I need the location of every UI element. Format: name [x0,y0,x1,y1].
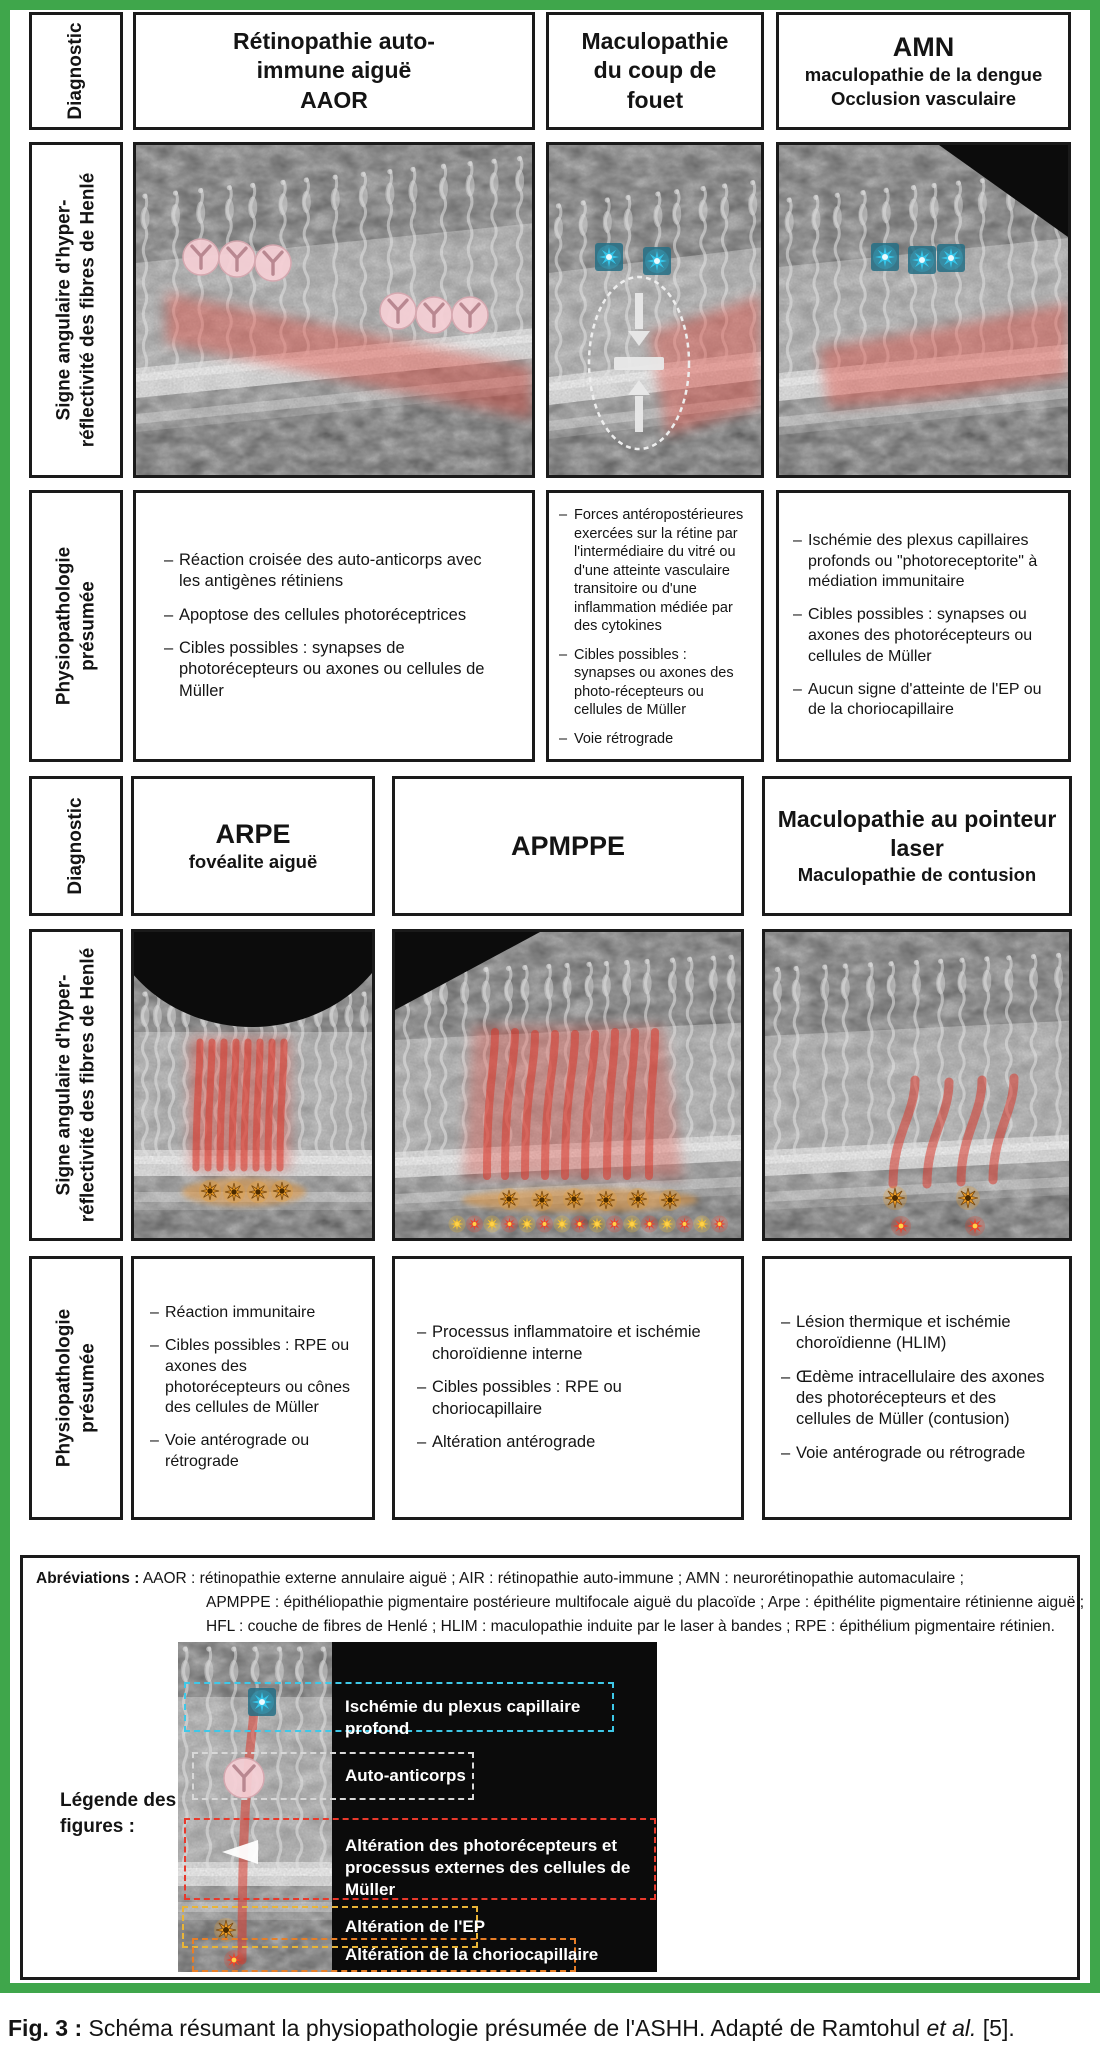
physio-box-apmppe [392,1256,744,1520]
physio-label2-line2: présumée [77,1343,98,1433]
oct-image-amn-svg [779,145,1068,475]
row-label-physio-1-text [52,547,100,705]
physio-aaor-item-2: – Apoptose des cellules photoréceptrices [164,605,504,626]
diagnosis-amn-acronym: AMN [892,31,955,62]
oct-image-apmppe [392,929,744,1241]
diagnosis-laser-sub1: Maculopathie de contusion [797,864,1037,886]
diagnosis-coup-de-fouet-title: Maculopathie du coup de fouet [581,27,729,113]
physio-arpe-item-3: – Voie antérograde ou rétrograde [150,1431,356,1473]
physio-aaor-item-1: – Réaction croisée des auto-anticorps avec les antigènes rétiniens [164,550,504,593]
physio-label2-line1: Physiopathologie [53,1308,75,1468]
physio-apmppe-item-3: – Altération antérograde [417,1432,719,1453]
abbreviations-line3: HFL : couche de fibres de Henlé ; HLIM : maculopathie induite par le laser à bandes ; RPE : épithélium pigmentaire rétinien. [206,1618,1055,1636]
diagnosis-arpe-acronym: ARPE [215,818,291,849]
oct-image-laser [762,929,1072,1241]
physio-label-line2: présumée [77,581,98,671]
diagnosis-amn-sub2: Occlusion vasculaire [830,88,1017,110]
legend-text-rpe: Altération de l'EP [345,1917,486,1936]
oct-image-amn [776,142,1071,478]
abbreviations-line2: APMPPE : épithéliopathie pigmentaire postérieure multifocale aiguë du placoïde ; Arpe : épithélite pigmentaire rétinienne aiguë ; [206,1594,1085,1612]
row-label-diagnostic-2-text: Diagnostic [65,797,87,895]
legend-text-autoantibody: Auto-anticorps [345,1766,466,1785]
row-label-physio-2-text [52,1309,100,1467]
physio-box-aaor [133,490,535,762]
row-label-sign-1 [29,142,123,478]
diagnosis-apmppe-acronym: APMPPE [510,830,626,861]
sign-label-line1: Signe angulaire d'hyper- [53,199,75,421]
row-label-sign-1-text [52,173,100,448]
physio-arpe-item-2: – Cibles possibles : RPE ou axones des photorécepteurs ou cônes des cellules de Müller [150,1336,356,1419]
diagnosis-arpe-sub1: fovéalite aiguë [188,851,318,873]
row-label-physio-1 [29,490,123,762]
diagnosis-amn [776,12,1071,130]
diagnosis-apmppe [392,776,744,916]
caption-text: Schéma résumant la physiopathologie présumée de l'ASHH. Adapté de Ramtohul [82,2015,927,2041]
physio-box-coup-de-fouet [546,490,764,762]
abbreviations-paragraph [36,1567,1100,1639]
caption-etal: et al. [926,2015,977,2041]
abbreviations-line1: AAOR : rétinopathie externe annulaire aiguë ; AIR : rétinopathie auto-immune ; AMN : neurorétinopathie automaculaire ; [142,1570,964,1587]
diagnosis-aaor [133,12,535,130]
physio-fouet-item-2: – Cibles possibles : synapses ou axones des photo-récepteurs ou cellules de Müller [559,646,751,720]
physio-amn-item-2: – Cibles possibles : synapses ou axones des photorécepteurs ou cellules de Müller [793,605,1054,667]
physio-amn-item-1: – Ischémie des plexus capillaires profonds ou "photoreceptorite" à médiation immunitaire [793,531,1054,593]
abbreviations-label: Abréviations : [36,1570,140,1587]
sign-label2-line2: réflectivité des fibres de Henlé [77,947,98,1223]
physio-laser-item-3: – Voie antérograde ou rétrograde [781,1443,1053,1464]
diagnosis-aaor-title: Rétinopathie auto-immune aiguë [233,27,435,84]
physio-box-arpe [131,1256,375,1520]
diagnosis-laser-title: Maculopathie au pointeur laser [777,805,1057,861]
physio-box-amn [776,490,1071,762]
legend-text-ischemia: Ischémie du plexus capillaire profond [345,1697,581,1739]
oct-image-coup-de-fouet-svg [549,145,761,475]
row-label-sign-2-text [52,948,100,1223]
physio-box-laser [762,1256,1072,1520]
legend-label: Légende des figures : [60,1790,177,1837]
row-label-diagnostic-2 [29,776,123,916]
physio-laser-item-1: – Lésion thermique et ischémie choroïdienne (HLIM) [781,1312,1053,1355]
figure-caption [8,2014,1094,2044]
oct-image-aaor [133,142,535,478]
oct-image-arpe [131,929,375,1241]
diagnosis-aaor-abbr: AAOR [300,86,368,113]
diagnosis-laser [762,776,1072,916]
diagnosis-arpe [131,776,375,916]
diagnosis-coup-de-fouet [546,12,764,130]
caption-tail: [5]. [976,2015,1015,2041]
diagnosis-amn-sub1: maculopathie de la dengue [804,64,1043,86]
physio-apmppe-item-2: – Cibles possibles : RPE ou choriocapillaire [417,1377,719,1420]
row-label-diagnostic-1-text: Diagnostic [65,22,87,120]
legend-text-photoreceptor: Altération des photorécepteurs et processus externes des cellules de Müller [345,1836,631,1900]
oct-image-aaor-svg [136,145,532,475]
physio-laser-item-2: – Œdème intracellulaire des axones des photorécepteurs et des cellules de Müller (contusion) [781,1367,1053,1431]
oct-image-apmppe-svg [395,932,741,1238]
sign-label-line2: réflectivité des fibres de Henlé [77,172,98,448]
physio-label-line1: Physiopathologie [53,546,75,706]
row-label-sign-2 [29,929,123,1241]
row-label-diagnostic-1 [29,12,123,130]
oct-image-laser-svg [765,932,1069,1238]
oct-image-coup-de-fouet [546,142,764,478]
physio-fouet-item-3: – Voie rétrograde [559,730,751,749]
oct-image-arpe-svg [134,932,372,1238]
row-label-physio-2 [29,1256,123,1520]
physio-aaor-item-3: – Cibles possibles : synapses de photorécepteurs ou axones ou cellules de Müller [164,638,504,702]
physio-arpe-item-1: – Réaction immunitaire [150,1303,356,1324]
physio-apmppe-item-1: – Processus inflammatoire et ischémie choroïdienne interne [417,1322,719,1365]
physio-fouet-item-1: – Forces antéropostérieures exercées sur la rétine par l'intermédiaire du vitré ou d'une atteinte vasculaire transitoire ou d'une inflammation médiée par des cytokines [559,506,751,636]
sign-label2-line1: Signe angulaire d'hyper- [53,974,75,1196]
legend-text-choriocapillaris: Altération de la choriocapillaire [345,1945,599,1964]
caption-fig-number: Fig. 3 : [8,2015,83,2041]
physio-amn-item-3: – Aucun signe d'atteinte de l'EP ou de la choriocapillaire [793,680,1054,722]
